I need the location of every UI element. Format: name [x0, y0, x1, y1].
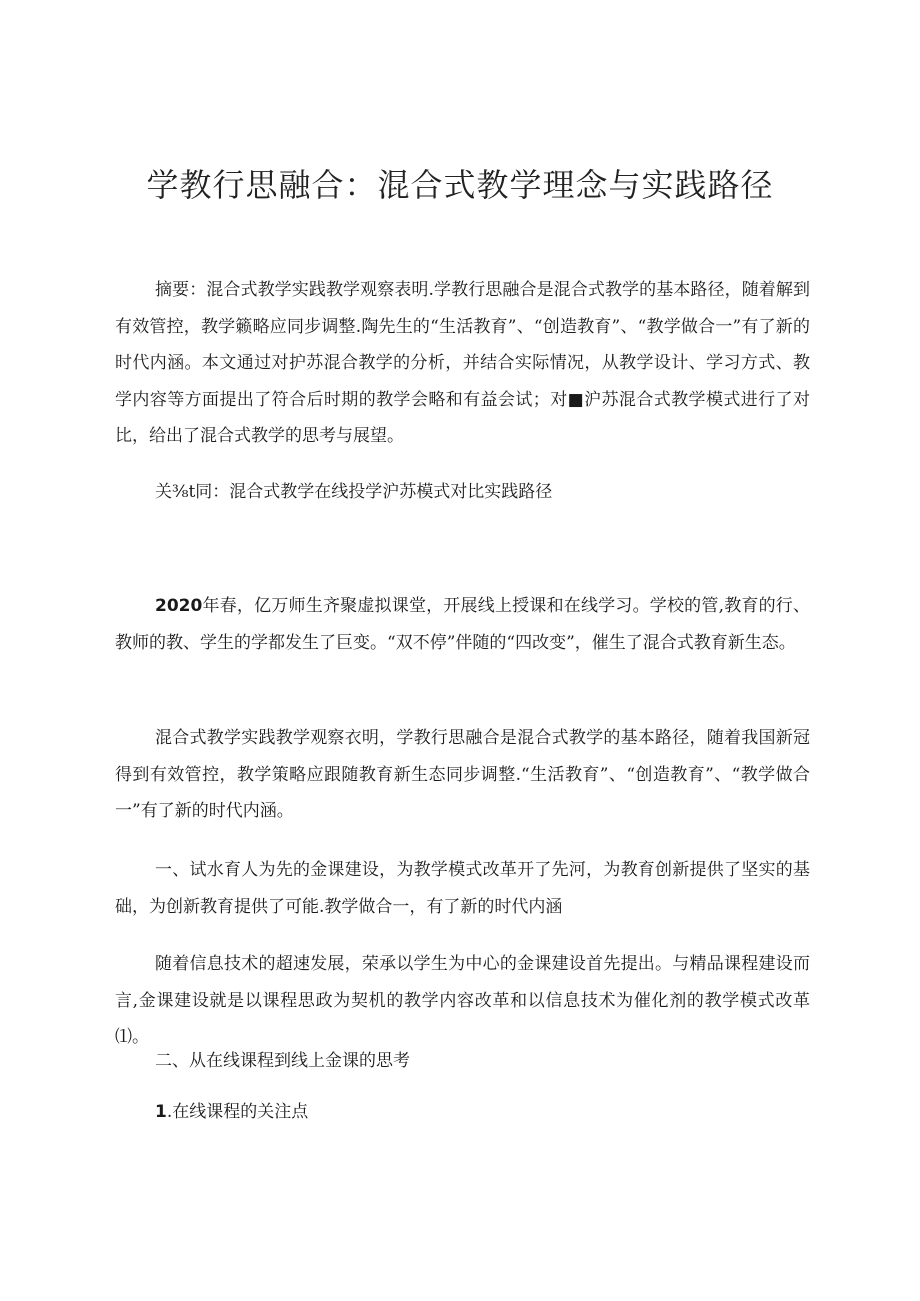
body-paragraph-3: 随着信息技术的超速发展，荣承以学生为中心的金课建设首先提出。与精品课程建设而言,金课建设就是以课程思政为契机的教学内容改革和以信息技术为催化剂的教学模式改革⑴。 [115, 954, 810, 1047]
paragraph-1-text: 年春，亿万师生齐聚虚拟课堂，开展线上授课和在线学习。学校的管,教育的行、教师的教、学生的学都发生了巨变。“双不停”伴随的“四改变”，催生了混合式教育新生态。 [115, 596, 810, 653]
year-number: 2020 [155, 596, 203, 616]
subsection-text: .在线课程的关注点 [166, 1102, 309, 1122]
abstract-paragraph: 摘要：混合式教学实践教学观察表明.学教行思融合是混合式教学的基本路径，随着解到有效管控，教学籁略应同步调整.陶先生的“生活教育”、“创造教育”、“教学做合一”有了新的时代内涵。本文通过对护苏混合教学的分析，并结合实际情况，从教学设计、学习方式、教学内容等方面提出了符合后时期的教学会略和有益会试；对■沪苏混合式教学模式进行了对比，给出了混合式教学的思考与展望。 [115, 280, 810, 446]
subsection-heading-1 [115, 1094, 810, 1131]
section-heading-1: 一、试水育人为先的金课建设，为教学模式改革开了先河，为教育创新提供了坚实的基础，为创新教育提供了可能.教学做合一，有了新的时代内涵 [115, 860, 810, 917]
section-heading-2: 二、从在线课程到线上金课的思考 [155, 1051, 410, 1071]
document-title: 学教行思融合：混合式教学理念与实践路径 [146, 166, 774, 204]
subsection-number: 1 [155, 1102, 167, 1122]
body-paragraph-1 [115, 588, 810, 661]
body-paragraph-2: 混合式教学实践教学观察衣明，学教行思融合是混合式教学的基本路径，随着我国新冠得到有效管控，教学策略应跟随教育新生态同步调整.“生活教育”、“创造教育”、“教学做合一”有了新的时代内涵。 [115, 728, 810, 821]
keywords-line: 关⅜t同：混合式教学在线投学沪苏模式对比实践路径 [155, 482, 553, 502]
